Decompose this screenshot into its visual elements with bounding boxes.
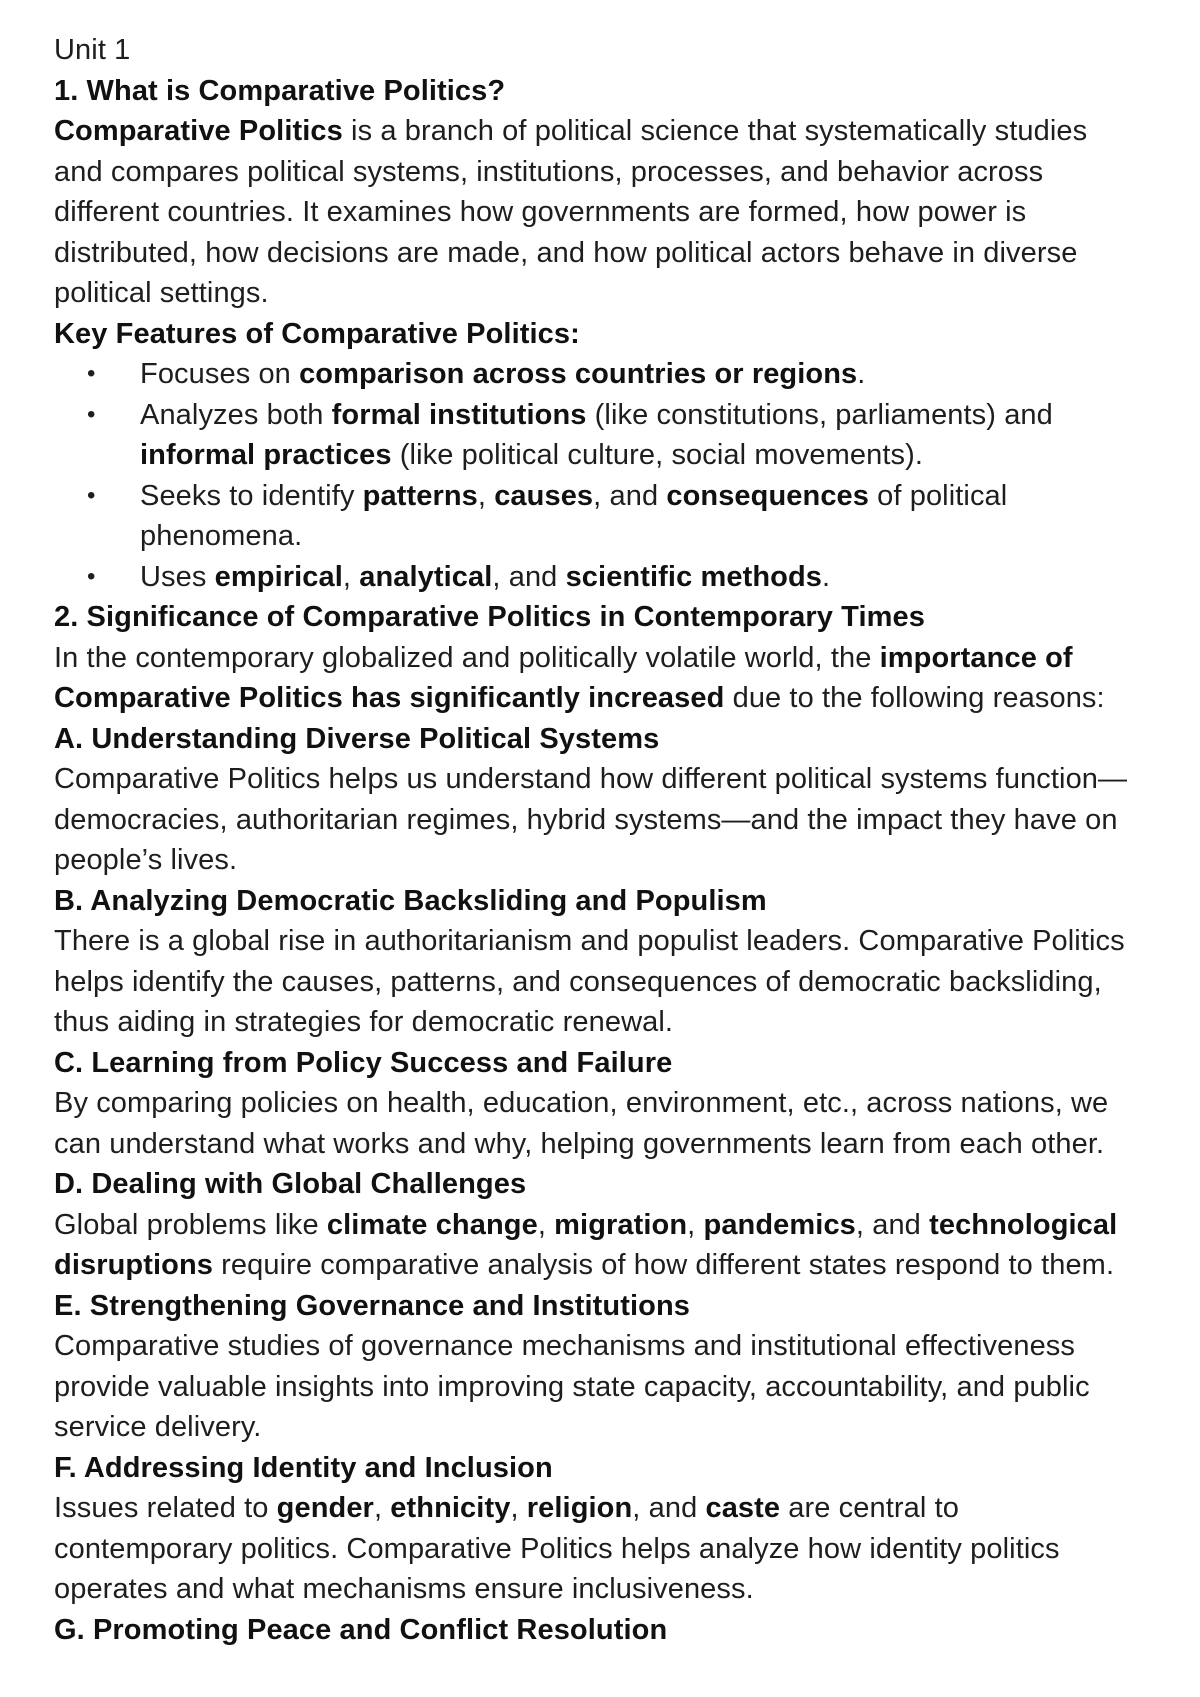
feature-item: • Analyzes both formal institutions (like constitutions, parliaments) and informal practices (like political culture, social movements). [140,395,1140,476]
subsection-f-heading: F. Addressing Identity and Inclusion [54,1451,553,1484]
subsection-g-heading: G. Promoting Peace and Conflict Resolution [54,1613,668,1646]
subsection-e-heading: E. Strengthening Governance and Institutions [54,1289,691,1322]
feature-item: • Focuses on comparison across countries or regions. [140,354,1140,395]
subsection-d-heading: D. Dealing with Global Challenges [54,1168,527,1200]
feature-item: • Uses empirical, analytical, and scientific methods. [140,557,1140,598]
key-features-heading: Key Features of Comparative Politics: [54,317,580,350]
intro-text: is a branch of political science that systematically studies and compares political systems, institutions, processes, and behavior across different countries. It examines how governments are formed, how power is distributed, how decisions are made, and how political actors behave in diverse political settings. [54,115,1088,309]
subsection-d-text: Global problems like climate change, migration, pandemics, and technological disruptions require comparative analysis of how different states respond to them. [54,1208,1118,1281]
subsection-f-text: Issues related to gender, ethnicity, religion, and caste are central to contemporary politics. Comparative Politics helps analyze how identity politics operates and what mechanisms ensure inclusiveness. [54,1492,1060,1605]
feature-item: • Seeks to identify patterns, causes, and consequences of political phenomena. [140,476,1140,557]
subsection-a-text: Comparative Politics helps us understand how different political systems function—democracies, authoritarian regimes, hybrid systems—and the impact they have on people’s lives. [54,763,1128,876]
subsection-e-text: Comparative studies of governance mechanisms and institutional effectiveness provide valuable insights into improving state capacity, accountability, and public service delivery. [54,1330,1090,1443]
subsection-b-text: There is a global rise in authoritarianism and populist leaders. Comparative Politics helps identify the causes, patterns, and consequences of democratic backsliding, thus aiding in strategies for democratic renewal. [54,925,1125,1038]
intro-bold-term: Comparative Politics [54,115,343,147]
subsection-a-heading: A. Understanding Diverse Political Systems [54,722,660,755]
unit-label: Unit 1 [54,34,131,66]
section-2-heading: 2. Significance of Comparative Politics in Contemporary Times [54,601,925,633]
subsection-c-heading: C. Learning from Policy Success and Failure [54,1046,673,1079]
section-1-heading: 1. What is Comparative Politics? [54,74,506,107]
subsection-c-text: By comparing policies on health, education, environment, etc., across nations, we can understand what works and why, helping governments learn from each other. [54,1087,1109,1160]
key-features-list [54,354,1140,597]
section-1-intro [54,111,1140,314]
section-2-intro: In the contemporary globalized and politically volatile world, the importance of Comparative Politics has significantly increased due to the following reasons: [54,641,1105,714]
subsection-b-heading: B. Analyzing Democratic Backsliding and Populism [54,884,767,917]
